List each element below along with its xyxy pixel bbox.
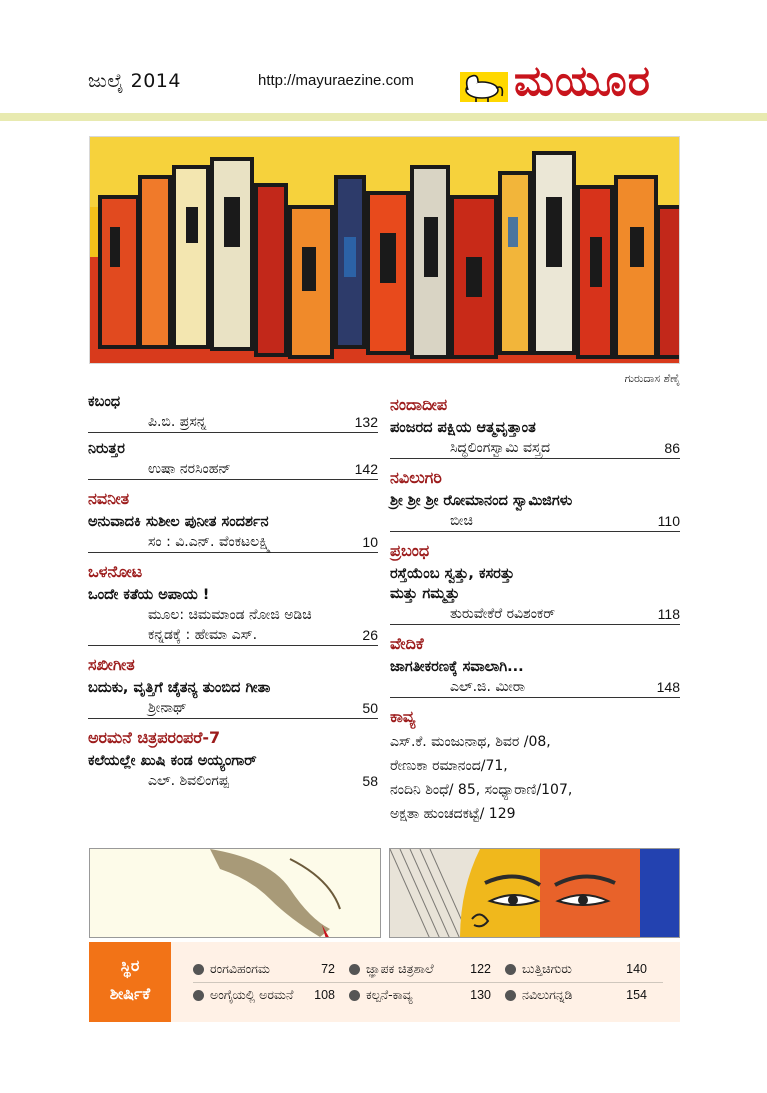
entry-byline bbox=[88, 771, 378, 791]
fixed-item-page: 72 bbox=[321, 962, 335, 976]
poetry-line: ಅಕ್ಷತಾ ಹುಂಚದಕಟ್ಟೆ/ 129 bbox=[390, 806, 516, 822]
entry-author: ಸಿದ್ಧಲಿಂಗಸ್ವಾಮಿ ವಸ್ತ್ರದ bbox=[450, 440, 551, 456]
fixed-item-page: 108 bbox=[314, 988, 335, 1002]
entry-page: 118 bbox=[657, 606, 680, 622]
entry-author: ಕನ್ನಡಕ್ಕೆ : ಹೇಮಾ ಎಸ್. bbox=[148, 627, 258, 643]
poetry-line: ನಂದಿನಿ ಶಿಂಧೆ/ 85, ಸಂಧ್ಯಾರಾಣಿ/107, bbox=[390, 782, 573, 798]
poetry-line: ರೇಣುಕಾ ರಮಾನಂದ/71, bbox=[390, 758, 508, 774]
fixed-item[interactable] bbox=[505, 961, 661, 977]
bullet-icon bbox=[193, 990, 204, 1001]
entry-byline bbox=[88, 459, 378, 480]
entry-byline bbox=[390, 677, 680, 698]
fixed-item-label: ನವಿಲುಗನ್ನಡಿ bbox=[522, 987, 573, 1002]
section-heading: ಅರಮನೆ ಚಿತ್ರಪರಂಪರೆ-7 bbox=[88, 728, 221, 747]
website-url[interactable]: http://mayuraezine.com bbox=[258, 72, 414, 89]
entry-page: 10 bbox=[362, 534, 378, 550]
entry-byline bbox=[390, 511, 680, 532]
entry-author: ಬೀಚಿ bbox=[450, 513, 473, 529]
fixed-item-page: 122 bbox=[470, 962, 491, 976]
entry-author: ಶ್ರೀನಾಥ್ bbox=[148, 700, 187, 716]
entry-byline bbox=[390, 438, 680, 459]
entry-title[interactable]: ಪಂಜರದ ಪಕ್ಷಿಯ ಆತ್ಮವೃತ್ತಾಂತ bbox=[390, 420, 536, 436]
entry-title[interactable]: ಕಬಂಧ bbox=[88, 394, 121, 410]
sketch-illustration bbox=[89, 848, 381, 938]
entry-page: 110 bbox=[657, 513, 680, 529]
fixed-divider bbox=[193, 982, 663, 983]
entry-title[interactable]: ಬದುಕು, ವೃತ್ತಿಗೆ ಚೈತನ್ಯ ತುಂಬಿದ ಗೀತಾ bbox=[88, 680, 271, 696]
peacock-icon bbox=[458, 68, 510, 104]
section-heading: ಸಖೀಗೀತ bbox=[88, 655, 135, 674]
poetry-line: ಎಸ್.ಕೆ. ಮಂಜುನಾಥ, ಶಿವರ /08, bbox=[390, 734, 551, 750]
entry-byline bbox=[88, 605, 378, 625]
cover-painting bbox=[89, 136, 680, 364]
fixed-columns-box bbox=[89, 942, 680, 1022]
entry-page: 86 bbox=[664, 440, 680, 456]
entry-byline bbox=[88, 698, 378, 719]
issue-date: ಜುಲೈ 2014 bbox=[88, 70, 181, 92]
entry-byline bbox=[88, 412, 378, 433]
entry-page: 132 bbox=[354, 414, 378, 430]
fixed-row bbox=[193, 982, 663, 1008]
entry-page: 26 bbox=[362, 627, 378, 643]
bullet-icon bbox=[505, 964, 516, 975]
fixed-item-page: 130 bbox=[470, 988, 491, 1002]
fixed-columns-label bbox=[89, 942, 171, 1022]
entry-author: ಎಲ್. ಶಿವಲಿಂಗಪ್ಪ bbox=[148, 773, 229, 789]
fixed-item[interactable] bbox=[349, 987, 505, 1003]
section-heading: ಪ್ರಬಂಧ bbox=[390, 541, 430, 560]
contents-right-column bbox=[390, 392, 680, 826]
entry-title[interactable]: ಮತ್ತು ಗಮ್ಮತ್ತು bbox=[390, 586, 460, 602]
entry-author: ಮೂಲ: ಚಿಮಮಾಂಡ ನೋಜಿ ಅಡಿಚಿ bbox=[148, 607, 312, 623]
entry-page: 148 bbox=[656, 679, 680, 695]
entry-byline bbox=[88, 625, 378, 646]
bullet-icon bbox=[193, 964, 204, 975]
entry-title[interactable]: ಕಲೆಯಲ್ಲೇ ಖುಷಿ ಕಂಡ ಅಯ್ಯಂಗಾರ್ bbox=[88, 753, 257, 769]
header-rule bbox=[0, 113, 767, 121]
entry-author: ಸಂ : ವಿ.ಎನ್. ವೆಂಕಟಲಕ್ಷ್ಮಿ bbox=[148, 534, 272, 550]
fixed-row bbox=[193, 956, 663, 982]
entry-author: ತುರುವೇಕೆರೆ ರವಿಶಂಕರ್ bbox=[450, 606, 556, 622]
fixed-item[interactable] bbox=[349, 961, 505, 977]
face-illustration bbox=[389, 848, 680, 938]
contents-left-column bbox=[88, 392, 378, 791]
bullet-icon bbox=[505, 990, 516, 1001]
painting-caption: ಗುರುದಾಸ ಶೆಣೈ bbox=[624, 372, 680, 385]
entry-author: ಎಲ್.ಜಿ. ಮೀರಾ bbox=[450, 679, 526, 695]
entry-author: ಉಷಾ ನರಸಿಂಹನ್ bbox=[148, 461, 231, 477]
fixed-item[interactable] bbox=[505, 987, 661, 1003]
entry-title[interactable]: ನಿರುತ್ತರ bbox=[88, 441, 125, 457]
section-heading: ಒಳನೋಟ bbox=[88, 562, 143, 581]
mayura-logo bbox=[458, 56, 683, 110]
fixed-item-label: ಬುತ್ತಿಚಿಗುರು bbox=[522, 961, 572, 976]
page-header bbox=[0, 0, 767, 120]
bullet-icon bbox=[349, 990, 360, 1001]
fixed-item-label: ಅಂಗೈಯಲ್ಲಿ ಅರಮನೆ bbox=[210, 987, 294, 1002]
entry-title[interactable]: ಜಾಗತೀಕರಣಕ್ಕೆ ಸವಾಲಾಗಿ... bbox=[390, 659, 524, 675]
section-heading: ನಂದಾದೀಪ bbox=[390, 395, 448, 414]
section-heading: ನವಿಲುಗರಿ bbox=[390, 468, 442, 487]
entry-title[interactable]: ರಸ್ತೆಯೆಂಬ ಸ್ವತ್ತು, ಕಸರತ್ತು bbox=[390, 566, 515, 582]
entry-page: 50 bbox=[362, 700, 378, 716]
fixed-item-label: ಜ್ಞಾಪಕ ಚಿತ್ರಶಾಲೆ bbox=[366, 961, 434, 976]
section-heading: ವೇದಿಕೆ bbox=[390, 634, 424, 653]
section-heading: ಕಾವ್ಯ bbox=[390, 707, 416, 726]
entry-title[interactable]: ಶ್ರೀ ಶ್ರೀ ಶ್ರೀ ರೋಮಾನಂದ ಸ್ವಾಮಿಜಿಗಳು bbox=[390, 493, 573, 509]
fixed-item-page: 140 bbox=[626, 962, 647, 976]
entry-page: 58 bbox=[362, 773, 378, 789]
entry-page: 142 bbox=[354, 461, 378, 477]
bullet-icon bbox=[349, 964, 360, 975]
entry-byline bbox=[88, 532, 378, 553]
entry-author: ಪಿ.ಬಿ. ಪ್ರಸನ್ನ bbox=[148, 414, 207, 430]
fixed-item-label: ಕಲ್ಪನೆ-ಕಾವ್ಯ bbox=[366, 987, 413, 1002]
fixed-item-page: 154 bbox=[626, 988, 647, 1002]
label-line: ಶೀರ್ಷಿಕೆ bbox=[109, 984, 151, 1003]
entry-title[interactable]: ಅನುವಾದಕಿ ಸುಶೀಲ ಪುನೀತ ಸಂದರ್ಶನ bbox=[88, 514, 269, 530]
label-line: ಸ್ಥಿರ bbox=[120, 956, 140, 975]
entry-byline bbox=[390, 604, 680, 625]
fixed-item[interactable] bbox=[193, 987, 349, 1003]
section-heading: ನವನೀತ bbox=[88, 489, 130, 508]
entry-title[interactable]: ಒಂದೇ ಕತೆಯ ಅಪಾಯ ! bbox=[88, 587, 210, 603]
fixed-item[interactable] bbox=[193, 961, 349, 977]
logo-text: ಮಯೂರ bbox=[514, 56, 651, 105]
fixed-item-label: ರಂಗವಿಹಂಗಮ bbox=[210, 961, 270, 976]
